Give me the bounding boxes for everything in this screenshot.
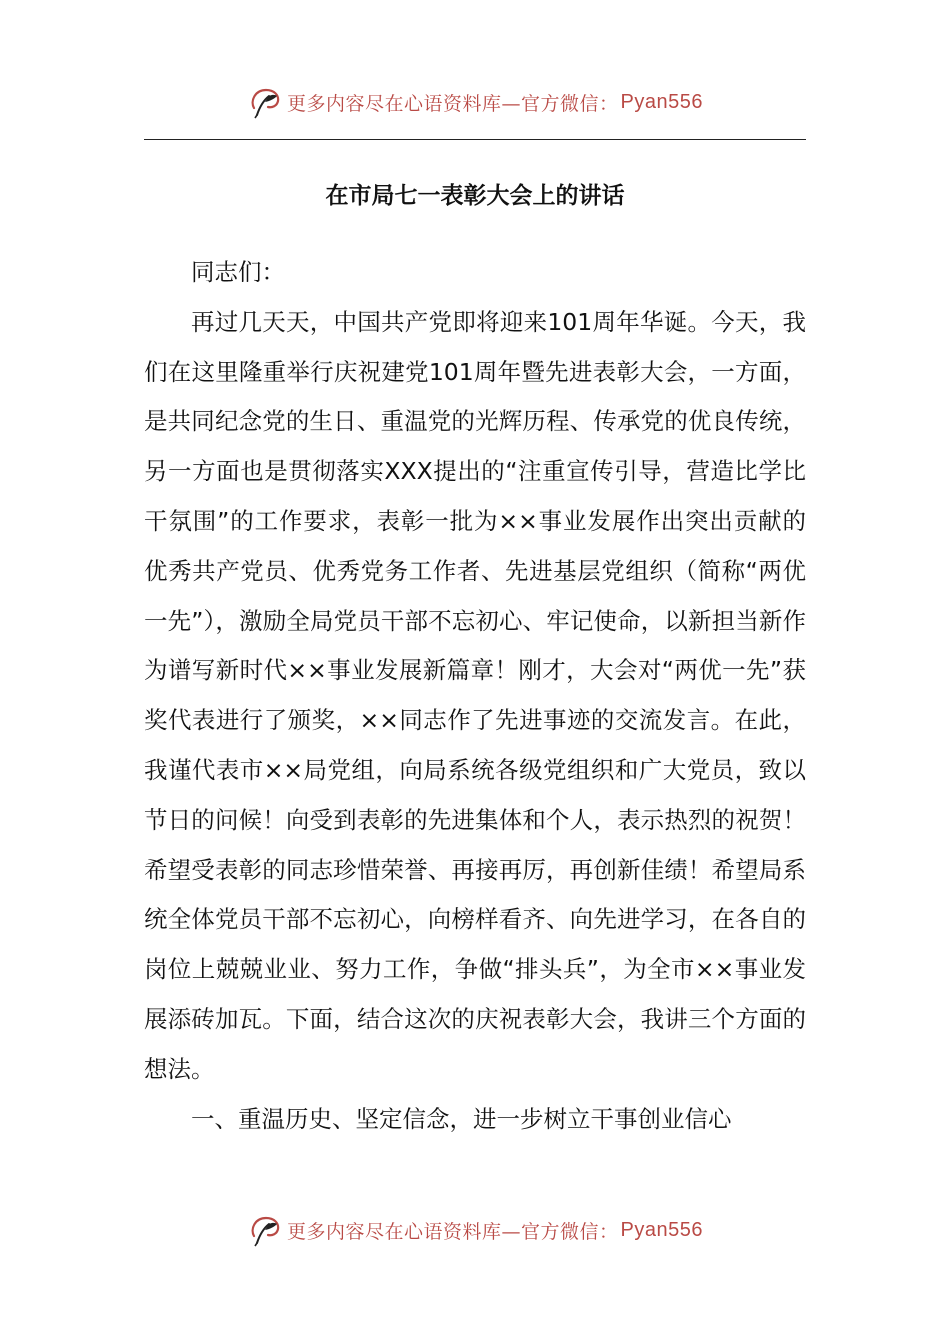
quill-pen-logo-icon (247, 1212, 283, 1248)
header-divider (144, 139, 806, 140)
footer-banner (0, 1208, 950, 1252)
document-title: 在市局七一表彰大会上的讲话 (325, 183, 625, 209)
wechat-id: Pyan556 (620, 1218, 703, 1241)
body-paragraph: 再过几天天，中国共产党即将迎来101周年华诞。今天，我们在这里隆重举行庆祝建党101周年暨先进表彰大会，一方面，是共同纪念党的生日、重温党的光辉历程、传承党的优良传统，另一方面也是贯彻落实XXX提出的“注重宣传引导，营造比学比干氛围”的工作要求，表彰一批为××事业发展作出突出贡献的优秀共产党员、优秀党务工作者、先进基层党组织（简称“两优一先”），激励全局党员干部不忘初心、牢记使命，以新担当新作为谱写新时代××事业发展新篇章！刚才，大会对“两优一先”获奖代表进行了颁奖，××同志作了先进事迹的交流发言。在此，我谨代表市××局党组，向局系统各级党组织和广大党员，致以节日的问候！向受到表彰的先进集体和个人，表示热烈的祝贺！希望受表彰的同志珍惜荣誉、再接再厉，再创新佳绩！希望局系统全体党员干部不忘初心，向榜样看齐、向先进学习，在各自的岗位上兢兢业业、努力工作，争做“排头兵”，为全市××事业发展添砖加瓦。下面，结合这次的庆祝表彰大会，我讲三个方面的想法。 (144, 307, 806, 1083)
header-banner (0, 80, 950, 124)
section-heading: 一、重温历史、坚定信念，进一步树立干事创业信心 (191, 1104, 732, 1133)
quill-pen-logo-icon (247, 84, 283, 120)
salutation: 同志们： (191, 258, 285, 286)
wechat-id: Pyan556 (620, 90, 703, 113)
banner-text: 更多内容尽在心语资料库—官方微信： (287, 1220, 619, 1243)
banner-text: 更多内容尽在心语资料库—官方微信： (287, 92, 619, 115)
document-body (144, 248, 806, 1144)
